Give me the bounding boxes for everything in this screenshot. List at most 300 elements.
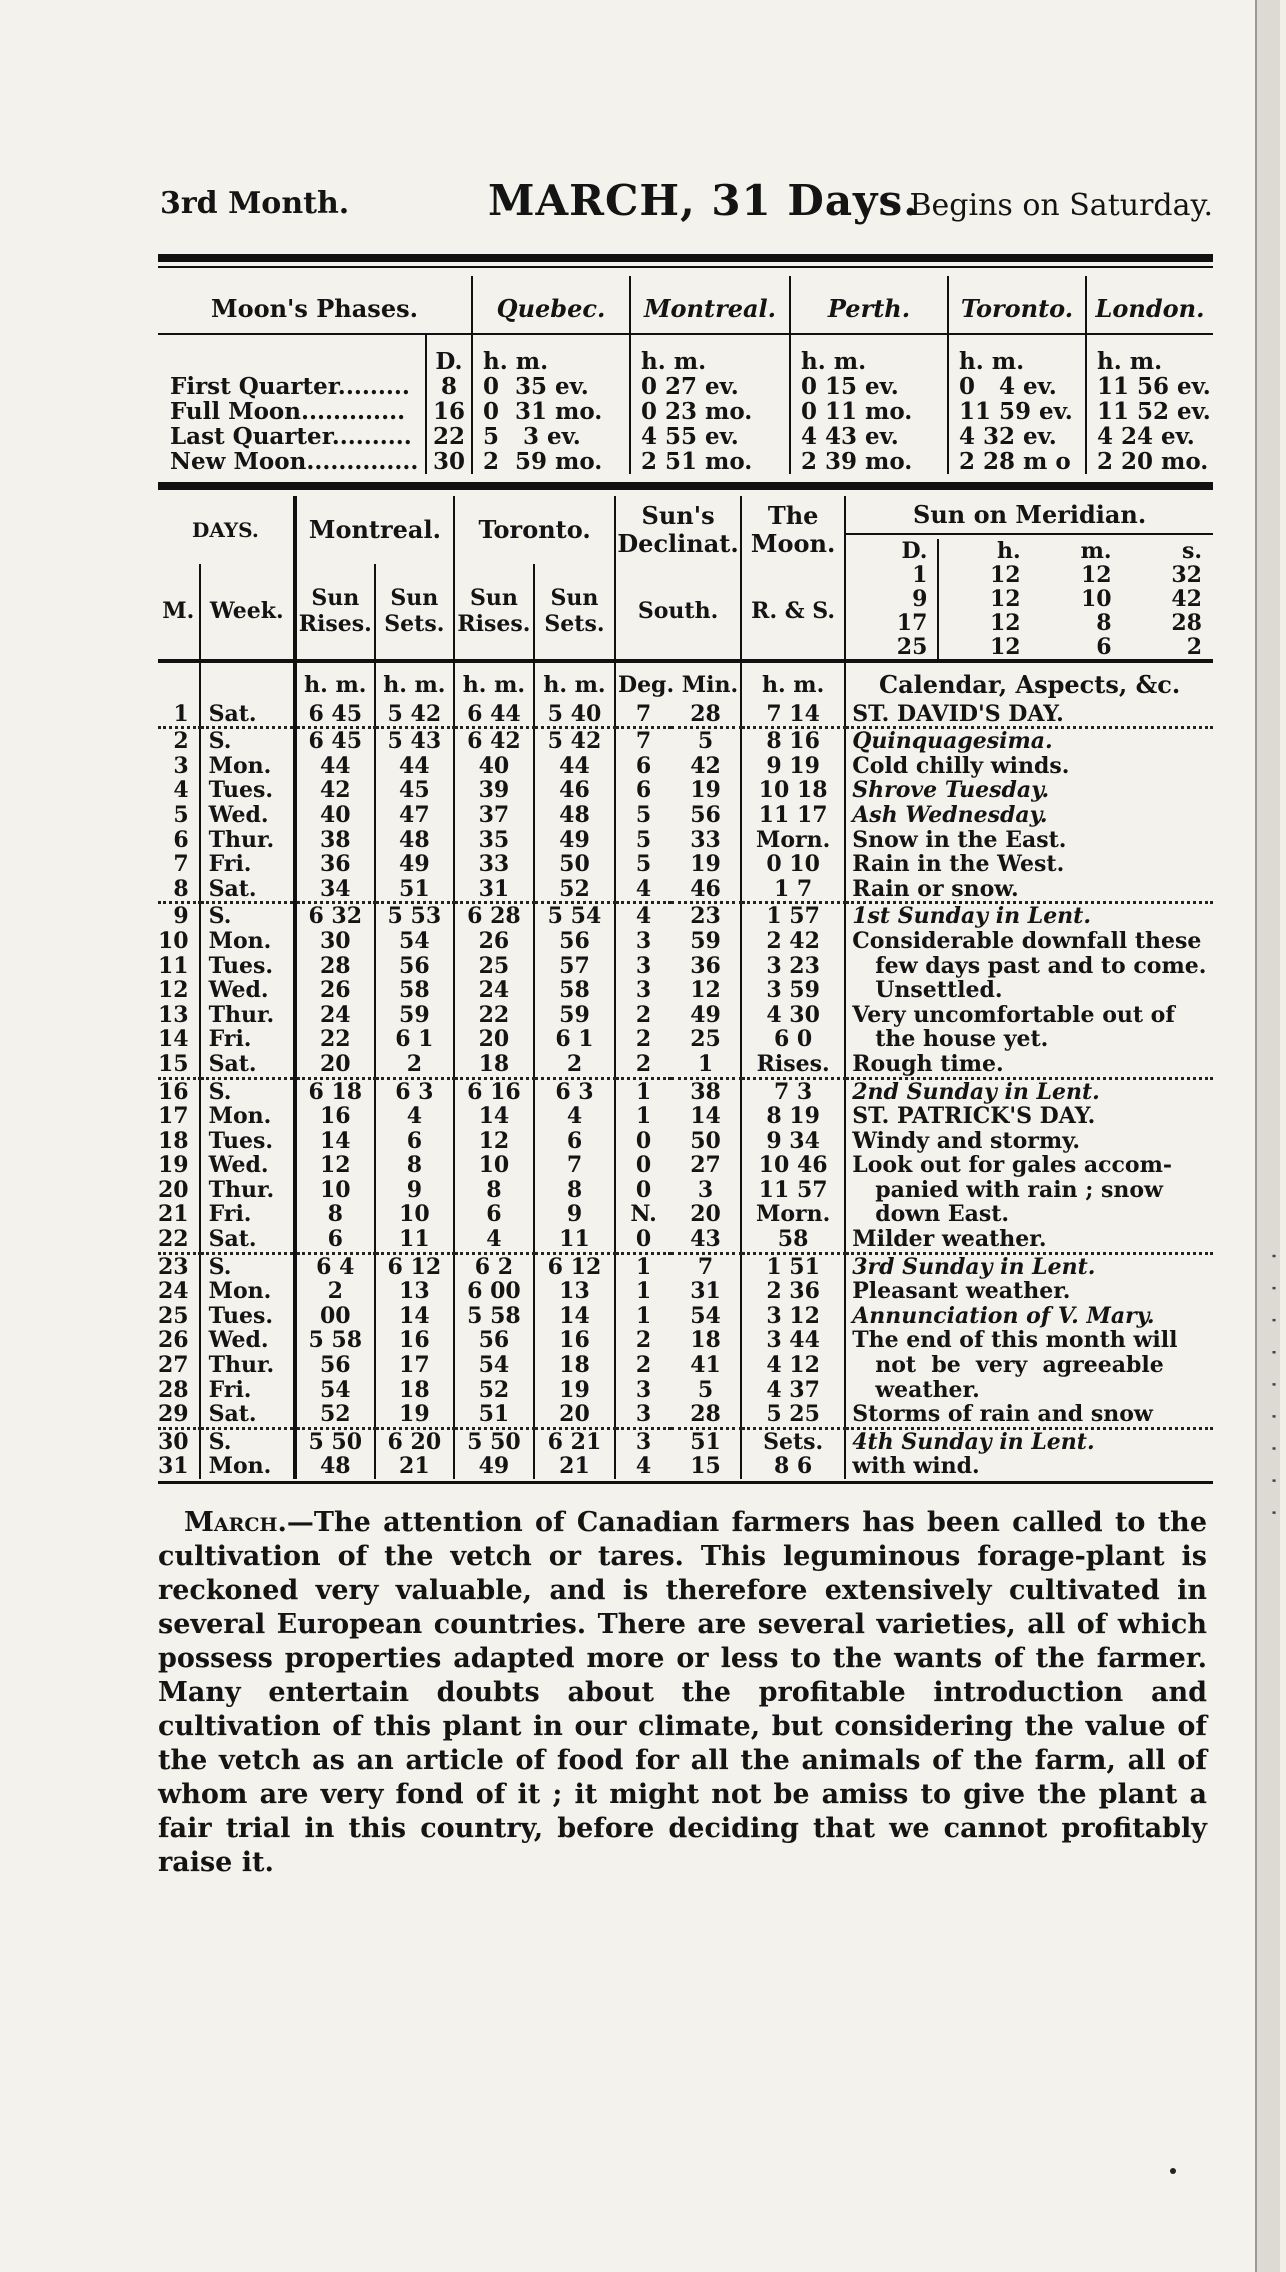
moon-rise-set: 10 46 xyxy=(741,1153,845,1178)
weekday: Mon. xyxy=(200,1104,295,1129)
hm-label: h. m. xyxy=(472,334,630,374)
montreal-sun-rises: 16 xyxy=(295,1104,375,1129)
calendar-row xyxy=(158,1202,1213,1227)
toronto-sun-sets: 50 xyxy=(534,852,615,877)
calendar-note: Considerable downfall these xyxy=(845,929,1213,954)
month-day: 16 xyxy=(158,1078,200,1104)
month-day: 17 xyxy=(158,1103,189,1130)
montreal-sun-rises: 5 50 xyxy=(295,1428,375,1454)
toronto-sun-rises: 8 xyxy=(454,1178,534,1203)
toronto-sun-rises: 40 xyxy=(454,754,534,779)
month-day: 24 xyxy=(158,1278,189,1305)
month-day: 13 xyxy=(158,1001,189,1028)
declination-minutes: 18 xyxy=(690,1327,721,1354)
montreal-sun-sets: 6 12 xyxy=(375,1253,454,1279)
calendar-note: Quinquagesima. xyxy=(845,728,1213,754)
calendar-note: Shrove Tuesday. xyxy=(845,778,1213,803)
phase-name: New Moon.............. xyxy=(170,448,419,475)
declination-degrees: 3 xyxy=(615,978,671,1003)
phase-time: 4 55 ev. xyxy=(630,424,790,449)
toronto-sun-rises: 12 xyxy=(454,1129,534,1154)
weekday: S. xyxy=(200,1428,295,1454)
toronto-sun-sets: 44 xyxy=(534,754,615,779)
montreal-sun-rises: 48 xyxy=(295,1454,375,1479)
calendar-note: Look out for gales accom- xyxy=(845,1153,1213,1178)
toronto-sun-sets: 16 xyxy=(534,1328,615,1353)
declination-degrees: 5 xyxy=(615,803,671,828)
moon-rise-set: 2 42 xyxy=(741,929,845,954)
month-day: 2 xyxy=(158,728,200,754)
declination-degrees: 7 xyxy=(615,728,671,754)
toronto-sun-sets: 2 xyxy=(534,1052,615,1078)
phase-time: 0 35 ev. xyxy=(472,374,630,399)
montreal-sun-sets: 19 xyxy=(375,1402,454,1428)
declination-degrees: 0 xyxy=(615,1227,671,1253)
calendar-row xyxy=(158,877,1213,903)
montreal-sun-sets: 56 xyxy=(375,954,454,979)
moon-rise-set: 7 3 xyxy=(741,1078,845,1104)
toronto-sun-rises: 6 42 xyxy=(454,728,534,754)
city-montreal: Montreal. xyxy=(630,276,790,334)
meridian-day: 1 xyxy=(912,562,928,588)
toronto-sun-rises: 6 16 xyxy=(454,1078,534,1104)
calendar-note: Rain in the West. xyxy=(845,852,1213,877)
moon-rise-set: 3 44 xyxy=(741,1328,845,1353)
declination-degrees: 3 xyxy=(615,1378,671,1403)
meridian-heading: Sun on Meridian. xyxy=(846,496,1213,535)
month-day: 8 xyxy=(173,875,189,902)
montreal-sun-rises: 12 xyxy=(295,1153,375,1178)
weekday: Mon. xyxy=(200,1279,295,1304)
toronto-sun-rises: 26 xyxy=(454,929,534,954)
montreal-sun-sets: 54 xyxy=(375,929,454,954)
declination-degrees: 4 xyxy=(615,903,671,929)
montreal-sun-sets: 14 xyxy=(375,1304,454,1329)
meridian-head-h: h. xyxy=(938,539,1030,563)
declination-degrees: 1 xyxy=(615,1279,671,1304)
toronto-sun-sets: 19 xyxy=(534,1378,615,1403)
declination-minutes: 27 xyxy=(690,1152,721,1179)
montreal-sun-sets: 21 xyxy=(375,1454,454,1479)
meridian-day: 25 xyxy=(896,634,928,660)
declination-minutes: 43 xyxy=(690,1226,721,1253)
phase-time: 0 31 mo. xyxy=(472,399,630,424)
page-header xyxy=(158,170,1213,250)
toronto-sun-rises: 52 xyxy=(454,1378,534,1403)
hm-label: h. m. xyxy=(790,334,948,374)
calendar-note: 1st Sunday in Lent. xyxy=(845,903,1213,929)
calendar-aspects-heading: Calendar, Aspects, &c. xyxy=(845,661,1213,702)
hm-label: h. m. xyxy=(630,334,790,374)
toronto-sun-sets: 59 xyxy=(534,1003,615,1028)
montreal-sun-rises: 6 18 xyxy=(295,1078,375,1104)
declination-degrees: 1 xyxy=(615,1104,671,1129)
montreal-sun-rises: 30 xyxy=(295,929,375,954)
month-day: 14 xyxy=(158,1026,189,1053)
calendar-note: Pleasant weather. xyxy=(845,1279,1213,1304)
toronto-rises-label: Sun Rises. xyxy=(454,564,534,661)
declination-degrees: 0 xyxy=(615,1129,671,1154)
declination-minutes: 36 xyxy=(690,952,721,979)
month-day: 9 xyxy=(158,903,200,929)
weekday: S. xyxy=(200,728,295,754)
phases-bottom-rule xyxy=(158,482,1213,490)
almanac-page xyxy=(158,170,1213,1907)
toronto-sun-sets: 20 xyxy=(534,1402,615,1428)
meridian-minute: 12 xyxy=(1080,562,1112,588)
month-day: 31 xyxy=(158,1453,189,1480)
adjacent-page-digits: · · · · · · · · · xyxy=(1262,1250,1286,1523)
declination-degrees: 2 xyxy=(615,1328,671,1353)
meridian-second: 2 xyxy=(1186,634,1202,660)
weekday: Thur. xyxy=(200,828,295,853)
unit-hm: h. m. xyxy=(741,661,845,702)
montreal-sun-sets: 2 xyxy=(375,1052,454,1078)
declination-minutes: 20 xyxy=(690,1201,721,1228)
moon-rise-set: 5 25 xyxy=(741,1402,845,1428)
montreal-sets-label: Sun Sets. xyxy=(375,564,454,661)
toronto-sun-sets: 4 xyxy=(534,1104,615,1129)
begins-on: Begins on Saturday. xyxy=(909,188,1213,223)
calendar-table xyxy=(158,496,1213,1479)
montreal-sun-sets: 6 xyxy=(375,1129,454,1154)
montreal-sun-rises: 52 xyxy=(295,1402,375,1428)
calendar-row xyxy=(158,728,1213,754)
declination-degrees: 3 xyxy=(615,1402,671,1428)
phase-name: First Quarter......... xyxy=(170,373,410,400)
weekday: Mon. xyxy=(200,929,295,954)
declination-minutes: 33 xyxy=(690,826,721,853)
toronto-sun-sets: 7 xyxy=(534,1153,615,1178)
montreal-sun-rises: 6 32 xyxy=(295,903,375,929)
moon-rise-set: Sets. xyxy=(741,1428,845,1454)
montreal-sun-rises: 2 xyxy=(295,1279,375,1304)
declination-minutes: 14 xyxy=(690,1103,721,1130)
phase-day: 8 xyxy=(426,374,472,399)
calendar-row xyxy=(158,1402,1213,1428)
phase-time: 0 27 ev. xyxy=(630,374,790,399)
toronto-sun-sets: 6 1 xyxy=(534,1027,615,1052)
toronto-sun-rises: 6 xyxy=(454,1202,534,1227)
toronto-sun-sets: 18 xyxy=(534,1353,615,1378)
phase-time: 0 15 ev. xyxy=(790,374,948,399)
month-day: 19 xyxy=(158,1152,189,1179)
meridian-panel xyxy=(845,496,1213,661)
toronto-sun-sets: 52 xyxy=(534,877,615,903)
declination-degrees: 4 xyxy=(615,1454,671,1479)
moon-rise-set: 3 59 xyxy=(741,978,845,1003)
header-rule xyxy=(158,254,1213,262)
toronto-sun-rises: 35 xyxy=(454,828,534,853)
city-london: London. xyxy=(1086,276,1213,334)
toronto-heading: Toronto. xyxy=(454,496,615,564)
declination-minutes: 56 xyxy=(690,801,721,828)
montreal-rises-label: Sun Rises. xyxy=(295,564,375,661)
montreal-sun-rises: 40 xyxy=(295,803,375,828)
toronto-sun-sets: 6 3 xyxy=(534,1078,615,1104)
toronto-sun-sets: 5 40 xyxy=(534,702,615,728)
toronto-sun-sets: 57 xyxy=(534,954,615,979)
toronto-sun-sets: 6 21 xyxy=(534,1428,615,1454)
montreal-sun-sets: 5 43 xyxy=(375,728,454,754)
phase-day: 30 xyxy=(426,449,472,474)
declination-minutes: 51 xyxy=(671,1428,741,1454)
toronto-sun-rises: 24 xyxy=(454,978,534,1003)
essay-lead: March. xyxy=(184,1507,287,1538)
declination-degrees: 3 xyxy=(615,1428,671,1454)
moon-rise-set: 1 51 xyxy=(741,1253,845,1279)
ink-dot xyxy=(1170,2168,1176,2174)
month-day: 5 xyxy=(173,801,189,828)
montreal-sun-rises: 56 xyxy=(295,1353,375,1378)
hm-label: h. m. xyxy=(1086,334,1213,374)
weekday: Thur. xyxy=(200,1178,295,1203)
unit-hm: h. m. xyxy=(534,661,615,702)
calendar-note: Snow in the East. xyxy=(845,828,1213,853)
montreal-sun-rises: 22 xyxy=(295,1027,375,1052)
weekday: Sat. xyxy=(200,702,295,728)
calendar-note: few days past and to come. xyxy=(845,954,1213,979)
meridian-second: 28 xyxy=(1171,610,1202,636)
toronto-sun-rises: 49 xyxy=(454,1454,534,1479)
declination-minutes: 41 xyxy=(690,1352,721,1379)
calendar-note: Milder weather. xyxy=(845,1227,1213,1253)
declination-minutes: 28 xyxy=(690,700,721,727)
montreal-sun-sets: 47 xyxy=(375,803,454,828)
calendar-row xyxy=(158,1227,1213,1253)
month-day: 1 xyxy=(173,700,189,727)
moon-rise-set: 11 17 xyxy=(741,803,845,828)
calendar-note: Annunciation of V. Mary. xyxy=(845,1304,1213,1329)
weekday: Fri. xyxy=(200,1202,295,1227)
phase-time: 4 43 ev. xyxy=(790,424,948,449)
montreal-sun-sets: 11 xyxy=(375,1227,454,1253)
phase-time: 4 32 ev. xyxy=(948,424,1086,449)
moon-rise-set: 4 12 xyxy=(741,1353,845,1378)
declination-degrees: 2 xyxy=(615,1027,671,1052)
rs-label: R. & S. xyxy=(741,564,845,661)
montreal-heading: Montreal. xyxy=(295,496,454,564)
toronto-sun-rises: 25 xyxy=(454,954,534,979)
toronto-sun-sets: 14 xyxy=(534,1304,615,1329)
declination-minutes: 19 xyxy=(690,851,721,878)
montreal-sun-sets: 6 3 xyxy=(375,1078,454,1104)
montreal-sun-sets: 5 53 xyxy=(375,903,454,929)
montreal-sun-rises: 6 45 xyxy=(295,702,375,728)
declination-degrees: 0 xyxy=(615,1178,671,1203)
weekday: Thur. xyxy=(200,1353,295,1378)
adjacent-page-strip xyxy=(1257,0,1280,2272)
phase-time: 11 56 ev. xyxy=(1086,374,1213,399)
calendar-row xyxy=(158,1027,1213,1052)
declination-minutes: 23 xyxy=(671,903,741,929)
toronto-sun-sets: 48 xyxy=(534,803,615,828)
moon-rise-set: 4 37 xyxy=(741,1378,845,1403)
month-day: 22 xyxy=(158,1226,189,1253)
month-number: 3rd Month. xyxy=(160,186,350,221)
declination-degrees: 3 xyxy=(615,954,671,979)
phase-time: 2 51 mo. xyxy=(630,449,790,474)
weekday: Mon. xyxy=(200,1454,295,1479)
toronto-sun-sets: 58 xyxy=(534,978,615,1003)
declination-degrees: 6 xyxy=(615,778,671,803)
calendar-note: Storms of rain and snow xyxy=(845,1402,1213,1428)
days-heading: DAYS. xyxy=(192,517,259,542)
toronto-sun-rises: 14 xyxy=(454,1104,534,1129)
calendar-row xyxy=(158,1153,1213,1178)
montreal-sun-sets: 16 xyxy=(375,1328,454,1353)
phase-name: Full Moon............. xyxy=(170,398,406,425)
phase-day: 16 xyxy=(426,399,472,424)
montreal-sun-sets: 8 xyxy=(375,1153,454,1178)
calendar-note: the house yet. xyxy=(845,1027,1213,1052)
phase-time: 2 20 mo. xyxy=(1086,449,1213,474)
declination-degrees: 2 xyxy=(615,1003,671,1028)
montreal-sun-rises: 10 xyxy=(295,1178,375,1203)
month-day: 7 xyxy=(173,851,189,878)
weekday: Sat. xyxy=(200,1227,295,1253)
moon-phases-heading: Moon's Phases. xyxy=(158,276,472,334)
weekday: Fri. xyxy=(200,852,295,877)
moon-rise-set: 4 30 xyxy=(741,1003,845,1028)
weekday: Sat. xyxy=(200,1402,295,1428)
calendar-row xyxy=(158,1129,1213,1154)
weekday: Wed. xyxy=(200,1328,295,1353)
calendar-row xyxy=(158,1178,1213,1203)
montreal-sun-sets: 17 xyxy=(375,1353,454,1378)
meridian-hour: 12 xyxy=(938,563,1030,587)
month-title: MARCH, 31 Days. xyxy=(488,176,919,225)
declination-degrees: 1 xyxy=(615,1253,671,1279)
toronto-sun-rises: 54 xyxy=(454,1353,534,1378)
month-day: 12 xyxy=(158,977,189,1004)
weekday: Tues. xyxy=(200,1129,295,1154)
montreal-sun-sets: 6 20 xyxy=(375,1428,454,1454)
montreal-sun-rises: 36 xyxy=(295,852,375,877)
moon-phases-table xyxy=(158,276,1213,474)
meridian-head-m: m. xyxy=(1080,538,1112,564)
calendar-row xyxy=(158,1304,1213,1329)
unit-hm: h. m. xyxy=(375,661,454,702)
phase-time: 0 11 mo. xyxy=(790,399,948,424)
month-day: 11 xyxy=(158,952,189,979)
toronto-sun-rises: 56 xyxy=(454,1328,534,1353)
montreal-sun-rises: 14 xyxy=(295,1129,375,1154)
month-day: 26 xyxy=(158,1327,189,1354)
toronto-sun-rises: 10 xyxy=(454,1153,534,1178)
moon-rise-set: 8 16 xyxy=(741,728,845,754)
montreal-sun-sets: 45 xyxy=(375,778,454,803)
montreal-sun-rises: 6 xyxy=(295,1227,375,1253)
declination-minutes: 42 xyxy=(690,752,721,779)
declination-minutes: 50 xyxy=(690,1127,721,1154)
calendar-row xyxy=(158,702,1213,728)
calendar-row xyxy=(158,954,1213,979)
calendar-note: Ash Wednesday. xyxy=(845,803,1213,828)
calendar-note: 4th Sunday in Lent. xyxy=(845,1428,1213,1454)
calendar-row xyxy=(158,978,1213,1003)
calendar-note: Cold chilly winds. xyxy=(845,754,1213,779)
month-day: 10 xyxy=(158,927,189,954)
calendar-note: Rain or snow. xyxy=(845,877,1213,903)
moon-rise-set: 8 6 xyxy=(741,1454,845,1479)
phase-time: 2 39 mo. xyxy=(790,449,948,474)
montreal-sun-sets: 59 xyxy=(375,1003,454,1028)
declination-minutes: 12 xyxy=(690,977,721,1004)
moon-rise-set: Morn. xyxy=(741,1202,845,1227)
weekday: Mon. xyxy=(200,754,295,779)
weekday-label: Week. xyxy=(200,564,295,661)
calendar-row xyxy=(158,1428,1213,1454)
montreal-sun-sets: 18 xyxy=(375,1378,454,1403)
calendar-note: with wind. xyxy=(845,1454,1213,1479)
south-label: South. xyxy=(615,564,741,661)
month-day: 25 xyxy=(158,1302,189,1329)
weekday: Tues. xyxy=(200,1304,295,1329)
weekday: Wed. xyxy=(200,803,295,828)
declination-degrees: 2 xyxy=(615,1052,671,1078)
month-day: 3 xyxy=(173,752,189,779)
toronto-sun-rises: 39 xyxy=(454,778,534,803)
declination-degrees: 1 xyxy=(615,1078,671,1104)
weekday: Wed. xyxy=(200,1153,295,1178)
calendar-row xyxy=(158,1378,1213,1403)
declination-minutes: 25 xyxy=(690,1026,721,1053)
montreal-sun-rises: 24 xyxy=(295,1003,375,1028)
phase-time: 2 28 m o xyxy=(948,449,1086,474)
declination-degrees: 7 xyxy=(615,702,671,728)
declination-minutes: 38 xyxy=(671,1078,741,1104)
calendar-row xyxy=(158,903,1213,929)
montreal-sun-rises: 34 xyxy=(295,877,375,903)
montreal-sun-rises: 28 xyxy=(295,954,375,979)
declination-minutes: 5 xyxy=(697,1376,714,1403)
toronto-sun-sets: 21 xyxy=(534,1454,615,1479)
moon-rise-set: 3 23 xyxy=(741,954,845,979)
toronto-sun-rises: 37 xyxy=(454,803,534,828)
weekday: Wed. xyxy=(200,978,295,1003)
moon-rise-set: Morn. xyxy=(741,828,845,853)
toronto-sun-sets: 56 xyxy=(534,929,615,954)
phase-time: 11 52 ev. xyxy=(1086,399,1213,424)
month-day: 6 xyxy=(173,826,189,853)
calendar-row xyxy=(158,828,1213,853)
montreal-sun-sets: 13 xyxy=(375,1279,454,1304)
montreal-sun-rises: 8 xyxy=(295,1202,375,1227)
montreal-sun-rises: 5 58 xyxy=(295,1328,375,1353)
weekday: Sat. xyxy=(200,877,295,903)
calendar-row xyxy=(158,1253,1213,1279)
meridian-hour: 12 xyxy=(938,635,1030,659)
calendar-note: Windy and stormy. xyxy=(845,1129,1213,1154)
declination-degrees: N. xyxy=(615,1202,671,1227)
weekday: Tues. xyxy=(200,778,295,803)
header-rule-thin xyxy=(158,266,1213,268)
meridian-day: 9 xyxy=(912,586,928,612)
montreal-sun-sets: 49 xyxy=(375,852,454,877)
declination-minutes: 49 xyxy=(690,1001,721,1028)
montreal-sun-sets: 6 1 xyxy=(375,1027,454,1052)
calendar-bottom-rule xyxy=(158,1481,1213,1484)
weekday: Thur. xyxy=(200,1003,295,1028)
phase-time: 4 24 ev. xyxy=(1086,424,1213,449)
toronto-sets-label: Sun Sets. xyxy=(534,564,615,661)
toronto-sun-sets: 9 xyxy=(534,1202,615,1227)
calendar-note: ST. PATRICK'S DAY. xyxy=(845,1104,1213,1129)
weekday: S. xyxy=(200,1253,295,1279)
declination-minutes: 1 xyxy=(697,1050,714,1077)
weekday: S. xyxy=(200,903,295,929)
